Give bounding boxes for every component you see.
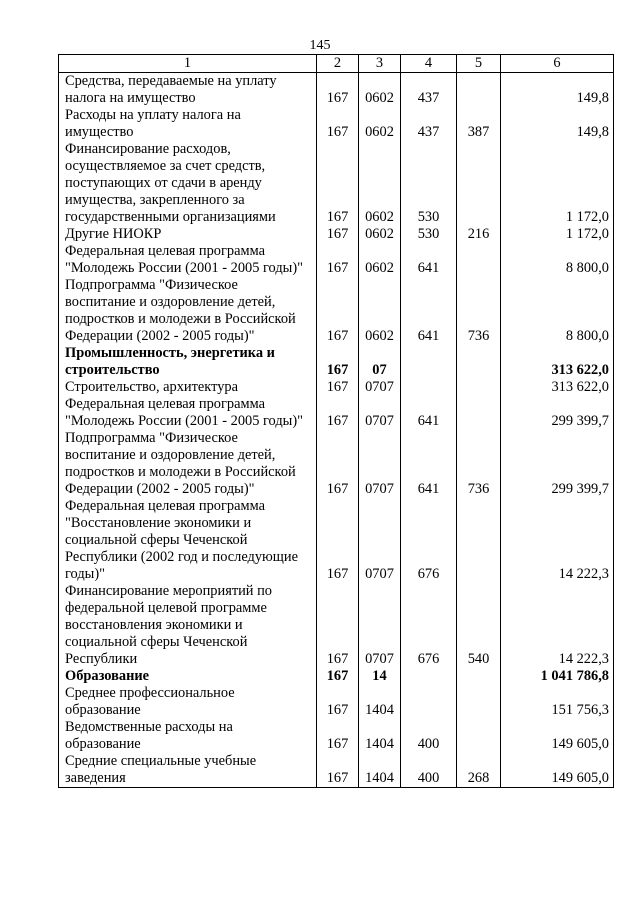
- item-name-cell: [59, 277, 317, 345]
- item-name-line: социальной сферы Чеченской: [65, 634, 248, 650]
- table-row: [59, 719, 614, 753]
- amount-cell: 313 622,0: [501, 379, 614, 396]
- item-name-line: Подпрограмма "Физическое: [65, 430, 238, 446]
- amount-cell: 149 605,0: [501, 719, 614, 753]
- amount-cell: 1 172,0: [501, 141, 614, 226]
- target-item-code-cell: [401, 379, 457, 396]
- item-name-line: Федеральная целевая программа: [65, 498, 265, 514]
- item-name-cell: [59, 685, 317, 719]
- section-code-cell: 0707: [359, 583, 401, 668]
- item-name-line: "Восстановление экономики и: [65, 515, 252, 531]
- table-body: [59, 73, 614, 788]
- amount-cell: 149 605,0: [501, 753, 614, 788]
- item-name-cell: [59, 498, 317, 583]
- amount-cell: 299 399,7: [501, 430, 614, 498]
- item-name-line: заведения: [65, 770, 126, 786]
- amount-cell: 1 041 786,8: [501, 668, 614, 685]
- table-row: [59, 753, 614, 788]
- ministry-code-cell: 167: [317, 277, 359, 345]
- item-name-line: Средние специальные учебные: [65, 753, 257, 769]
- item-name-cell: [59, 345, 317, 379]
- table-row: [59, 685, 614, 719]
- table-row: [59, 345, 614, 379]
- amount-cell: 149,8: [501, 107, 614, 141]
- target-item-code-cell: 530: [401, 141, 457, 226]
- item-name-cell: [59, 583, 317, 668]
- expense-type-code-cell: [457, 73, 501, 108]
- ministry-code-cell: 167: [317, 685, 359, 719]
- table-row: [59, 396, 614, 430]
- budget-table: [58, 54, 614, 788]
- target-item-code-cell: 641: [401, 243, 457, 277]
- column-header-4: 4: [401, 55, 457, 73]
- target-item-code-cell: 641: [401, 396, 457, 430]
- item-name-line: годы)": [65, 566, 105, 582]
- section-code-cell: 0707: [359, 498, 401, 583]
- expense-type-code-cell: [457, 668, 501, 685]
- item-name-line: подростков и молодежи в Российской: [65, 464, 296, 480]
- table-row: [59, 379, 614, 396]
- amount-cell: 151 756,3: [501, 685, 614, 719]
- amount-cell: 8 800,0: [501, 277, 614, 345]
- item-name-line: осуществляемое за счет средств,: [65, 158, 266, 174]
- section-code-cell: 07: [359, 345, 401, 379]
- item-name-cell: [59, 396, 317, 430]
- item-name-line: образование: [65, 736, 141, 752]
- ministry-code-cell: 167: [317, 243, 359, 277]
- section-code-cell: 0602: [359, 226, 401, 243]
- target-item-code-cell: 437: [401, 73, 457, 108]
- table-row: [59, 277, 614, 345]
- ministry-code-cell: 167: [317, 719, 359, 753]
- ministry-code-cell: 167: [317, 141, 359, 226]
- item-name-line: государственными организациями: [65, 209, 276, 225]
- ministry-code-cell: 167: [317, 583, 359, 668]
- item-name-line: Федерации (2002 - 2005 годы)": [65, 481, 255, 497]
- table-row: [59, 430, 614, 498]
- column-header-6: 6: [501, 55, 614, 73]
- item-name-line: Ведомственные расходы на: [65, 719, 233, 735]
- target-item-code-cell: 676: [401, 498, 457, 583]
- amount-cell: 1 172,0: [501, 226, 614, 243]
- item-name-line: Средства, передаваемые на уплату: [65, 73, 277, 89]
- item-name-line: имущества, закрепленного за: [65, 192, 245, 208]
- expense-type-code-cell: 268: [457, 753, 501, 788]
- target-item-code-cell: 437: [401, 107, 457, 141]
- expense-type-code-cell: [457, 498, 501, 583]
- item-name-cell: [59, 430, 317, 498]
- amount-cell: 299 399,7: [501, 396, 614, 430]
- item-name-line: федеральной целевой программе: [65, 600, 267, 616]
- amount-cell: 14 222,3: [501, 583, 614, 668]
- section-code-cell: 0707: [359, 430, 401, 498]
- ministry-code-cell: 167: [317, 498, 359, 583]
- section-code-cell: 0602: [359, 243, 401, 277]
- ministry-code-cell: 167: [317, 430, 359, 498]
- expense-type-code-cell: 736: [457, 430, 501, 498]
- item-name-line: Строительство, архитектура: [65, 379, 238, 395]
- item-name-line: подростков и молодежи в Российской: [65, 311, 296, 327]
- section-code-cell: 0707: [359, 379, 401, 396]
- table-row: [59, 243, 614, 277]
- section-code-cell: 0602: [359, 107, 401, 141]
- column-header-1: 1: [59, 55, 317, 73]
- section-code-cell: 0707: [359, 396, 401, 430]
- ministry-code-cell: 167: [317, 668, 359, 685]
- item-name-line: социальной сферы Чеченской: [65, 532, 248, 548]
- ministry-code-cell: 167: [317, 379, 359, 396]
- ministry-code-cell: 167: [317, 753, 359, 788]
- section-code-cell: 14: [359, 668, 401, 685]
- amount-cell: 14 222,3: [501, 498, 614, 583]
- section-code-cell: 0602: [359, 141, 401, 226]
- item-name-cell: [59, 107, 317, 141]
- section-code-cell: 0602: [359, 277, 401, 345]
- item-name-line: поступающих от сдачи в аренду: [65, 175, 262, 191]
- item-name-line: Финансирование расходов,: [65, 141, 231, 157]
- item-name-line: Промышленность, энергетика и: [65, 345, 275, 361]
- amount-cell: 313 622,0: [501, 345, 614, 379]
- item-name-line: "Молодежь России (2001 - 2005 годы)": [65, 413, 303, 429]
- item-name-line: Федеральная целевая программа: [65, 243, 265, 259]
- target-item-code-cell: 676: [401, 583, 457, 668]
- ministry-code-cell: 167: [317, 73, 359, 108]
- item-name-line: Республики (2002 год и последующие: [65, 549, 298, 565]
- section-code-cell: 1404: [359, 719, 401, 753]
- expense-type-code-cell: [457, 141, 501, 226]
- item-name-line: Другие НИОКР: [65, 226, 162, 242]
- item-name-cell: [59, 379, 317, 396]
- item-name-line: имущество: [65, 124, 134, 140]
- table-row: [59, 226, 614, 243]
- expense-type-code-cell: 736: [457, 277, 501, 345]
- target-item-code-cell: 400: [401, 719, 457, 753]
- ministry-code-cell: 167: [317, 345, 359, 379]
- item-name-cell: [59, 668, 317, 685]
- section-code-cell: 0602: [359, 73, 401, 108]
- section-code-cell: 1404: [359, 685, 401, 719]
- ministry-code-cell: 167: [317, 396, 359, 430]
- item-name-cell: [59, 753, 317, 788]
- expense-type-code-cell: [457, 379, 501, 396]
- item-name-line: Подпрограмма "Физическое: [65, 277, 238, 293]
- expense-type-code-cell: 540: [457, 583, 501, 668]
- expense-type-code-cell: 387: [457, 107, 501, 141]
- target-item-code-cell: [401, 345, 457, 379]
- item-name-cell: [59, 243, 317, 277]
- section-code-cell: 1404: [359, 753, 401, 788]
- item-name-cell: [59, 141, 317, 226]
- table-row: [59, 583, 614, 668]
- target-item-code-cell: [401, 668, 457, 685]
- item-name-cell: [59, 719, 317, 753]
- target-item-code-cell: 530: [401, 226, 457, 243]
- page-number: 145: [309, 38, 331, 53]
- item-name-line: Финансирование мероприятий по: [65, 583, 273, 599]
- item-name-line: Федерации (2002 - 2005 годы)": [65, 328, 255, 344]
- item-name-line: образование: [65, 702, 141, 718]
- expense-type-code-cell: [457, 345, 501, 379]
- column-header-5: 5: [457, 55, 501, 73]
- expense-type-code-cell: [457, 243, 501, 277]
- expense-type-code-cell: 216: [457, 226, 501, 243]
- item-name-cell: [59, 226, 317, 243]
- column-number-row: [59, 55, 614, 73]
- item-name-line: воспитание и оздоровление детей,: [65, 294, 276, 310]
- item-name-line: "Молодежь России (2001 - 2005 годы)": [65, 260, 303, 276]
- expense-type-code-cell: [457, 719, 501, 753]
- table-row: [59, 141, 614, 226]
- amount-cell: 149,8: [501, 73, 614, 108]
- table-row: [59, 668, 614, 685]
- expense-type-code-cell: [457, 396, 501, 430]
- table-row: [59, 498, 614, 583]
- target-item-code-cell: 641: [401, 277, 457, 345]
- item-name-line: Образование: [65, 668, 150, 684]
- item-name-cell: [59, 73, 317, 108]
- item-name-line: строительство: [65, 362, 160, 378]
- item-name-line: Федеральная целевая программа: [65, 396, 265, 412]
- column-header-2: 2: [317, 55, 359, 73]
- item-name-line: налога на имущество: [65, 90, 196, 106]
- item-name-line: Расходы на уплату налога на: [65, 107, 241, 123]
- amount-cell: 8 800,0: [501, 243, 614, 277]
- target-item-code-cell: [401, 685, 457, 719]
- target-item-code-cell: 641: [401, 430, 457, 498]
- column-header-3: 3: [359, 55, 401, 73]
- expense-type-code-cell: [457, 685, 501, 719]
- target-item-code-cell: 400: [401, 753, 457, 788]
- ministry-code-cell: 167: [317, 226, 359, 243]
- ministry-code-cell: 167: [317, 107, 359, 141]
- item-name-line: Среднее профессиональное: [65, 685, 235, 701]
- item-name-line: восстановления экономики и: [65, 617, 243, 633]
- table-row: [59, 73, 614, 108]
- item-name-line: воспитание и оздоровление детей,: [65, 447, 276, 463]
- table-row: [59, 107, 614, 141]
- item-name-line: Республики: [65, 651, 138, 667]
